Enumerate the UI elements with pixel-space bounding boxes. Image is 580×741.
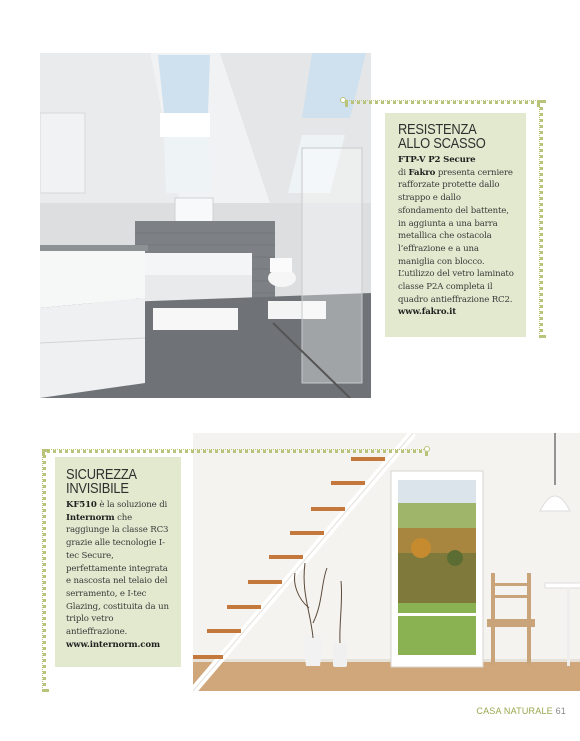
bathroom-photo — [40, 53, 371, 398]
article-sicurezza — [55, 457, 181, 667]
article-resistenza — [385, 113, 526, 337]
leader-dot-2 — [424, 446, 430, 452]
leader-line-1 — [345, 100, 540, 104]
title-line-2: ALLO SCASSO — [398, 135, 486, 152]
article-1-title — [398, 123, 530, 151]
article-2-text — [66, 499, 173, 651]
article-2-title — [66, 468, 186, 496]
product-name: KF510 — [66, 500, 97, 510]
title-line-1: SICUREZZA — [66, 466, 137, 483]
article-1-text — [398, 154, 516, 319]
leader-line-2 — [42, 449, 428, 453]
leader-line-2-vertical — [42, 449, 46, 692]
brand-name: Fakro — [408, 167, 436, 178]
page-number: 61 — [555, 706, 566, 716]
brand-name: Internorm — [66, 512, 115, 523]
leader-dot-1 — [340, 97, 346, 103]
title-line-1: RESISTENZA — [398, 121, 477, 138]
title-line-2: INVISIBILE — [66, 480, 129, 497]
article-2-body-part-2: che raggiunge la classe RC3 grazie alle tecnologie I-tec Secure, perfettamente integrata e nascosta nel telaio del serramento, e I-tec Glazing, costituita da un triplo vetro antieffrazione. — [66, 512, 169, 638]
internorm-url[interactable]: www.internorm.com — [66, 639, 160, 650]
product-name: FTP-V P2 Secure — [398, 155, 476, 165]
leader-line-1-vertical — [539, 100, 543, 338]
magazine-name: CASA NATURALE — [476, 706, 553, 716]
staircase-photo — [193, 433, 580, 691]
page-footer — [476, 706, 566, 716]
fakro-url[interactable]: www.fakro.it — [398, 307, 457, 318]
pre-brand: di — [398, 167, 406, 178]
article-2-body-part-1: è la soluzione di — [99, 500, 168, 510]
article-1-body: presenta cerniere rafforzate protette dallo strappo e dallo sfondamento del battente, in aggiunta a una barra metallica che ostacola l’effrazione e a una maniglia con blocco. L’utilizzo del vetro laminato classe P2A completa il quadro antieffrazione RC2. — [398, 167, 514, 305]
